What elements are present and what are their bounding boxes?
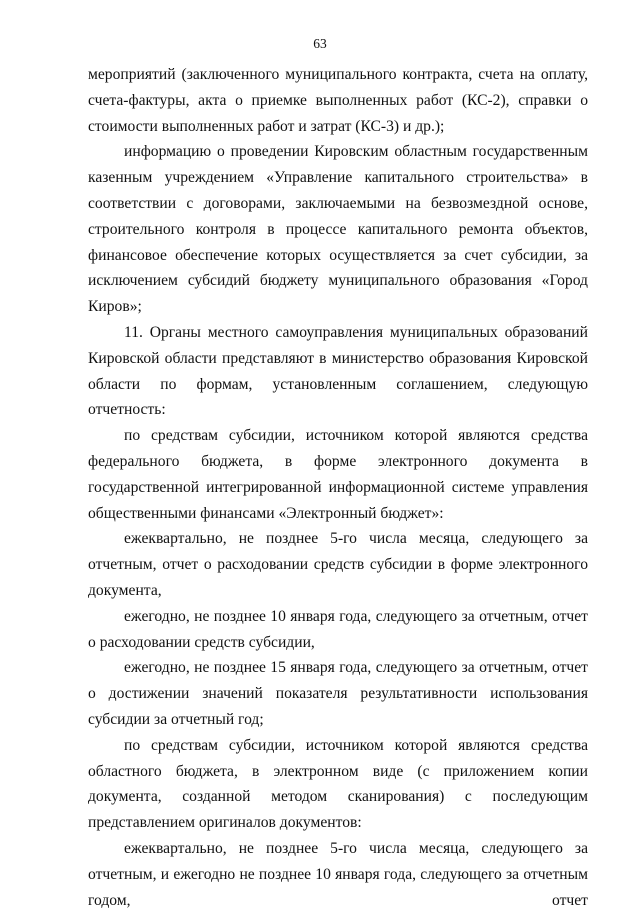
paragraph-federal-budget: по средствам субсидии, источником которой являются средства федерального бюджета, в форме электронного документа в государственной интегрированной информационной системе управления общественными финансами «Электронный бюджет»:	[88, 427, 588, 522]
paragraph-annual-report-jan10: ежегодно, не позднее 10 января года, следующего за отчетным, отчет о расходовании средств субсидии,	[88, 607, 588, 651]
paragraph-reporting-clause-11: 11. Органы местного самоуправления муниципальных образований Кировской области представляют в министерство образования Кировской области по формам, установленным соглашением, следующую отчетность:	[88, 323, 588, 419]
paragraph-construction-control: информацию о проведении Кировским областным государственным казенным учреждением «Управление капитального строительства» в соответствии с договорами, заключаемыми на безвозмездной основе, строительного контроля в процессе капитального ремонта объектов, финансовое обеспечение которых осуществляется за счет субсидии, за исключением субсидий бюджету муниципального образования «Город Киров»;	[88, 143, 588, 316]
paragraph-measures-continuation: мероприятий (заключенного муниципального контракта, счета на оплату, счета-фактуры, акта о приемке выполненных работ (КС-2), справки о стоимости выполненных работ и затрат (КС-3) и др.);	[88, 66, 588, 135]
paragraph-quarterly-report: ежеквартально, не позднее 5-го числа месяца, следующего за отчетным, отчет о расходовании средств субсидии в форме электронного документа,	[88, 530, 588, 599]
page-number: 63	[313, 36, 327, 51]
document-body	[88, 62, 588, 913]
paragraph-quarterly-annual-report: ежеквартально, не позднее 5-го числа месяца, следующего за отчетным, и ежегодно не позднее 10 января года, следующего за отчетным годом, отчет	[88, 839, 588, 909]
paragraph-regional-budget: по средствам субсидии, источником которой являются средства областного бюджета, в электронном виде (с приложением копии документа, созданной методом сканирования) с последующим представлением оригиналов документов:	[88, 736, 588, 832]
paragraph-annual-report-jan15: ежегодно, не позднее 15 января года, следующего за отчетным, отчет о достижении значений показателя результативности использования субсидии за отчетный год;	[88, 659, 588, 728]
